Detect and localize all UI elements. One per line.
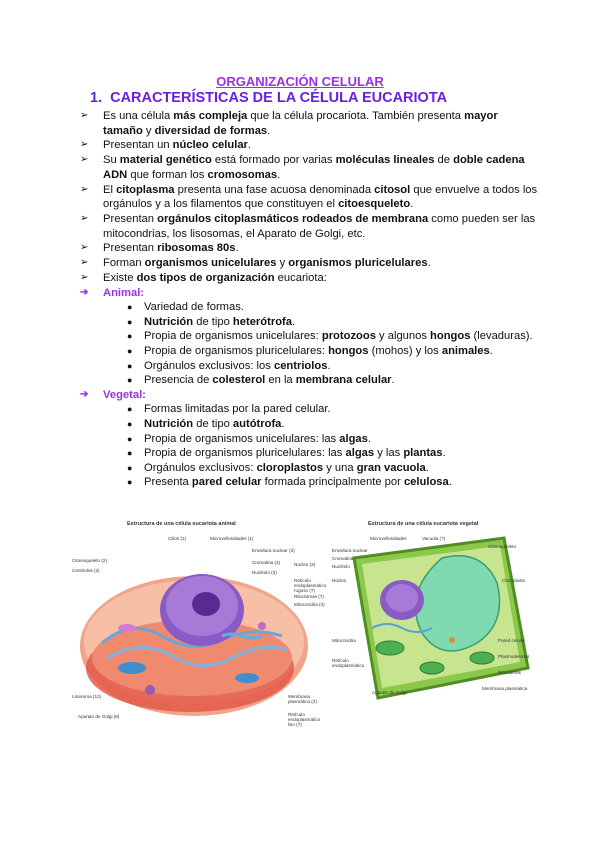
emphasis-text: organismos pluricelulares — [288, 257, 428, 270]
figure-animal-label: Ribosomas (7) — [294, 594, 324, 599]
emphasis-text: citoplasma — [116, 183, 175, 196]
vegetal-item — [127, 417, 540, 432]
body-text: en la — [265, 374, 296, 387]
body-text: Su — [103, 154, 120, 167]
body-text: Propia de organismos pluricelulares: — [144, 345, 329, 357]
figure-plant-label: Membrana plasmática — [482, 686, 528, 691]
emphasis-text: más compleja — [173, 110, 248, 122]
arrow-icon: ➔ — [80, 388, 89, 400]
vegetal-item — [127, 446, 540, 461]
emphasis-text: algas — [345, 447, 375, 460]
vegetal-item-text — [144, 417, 540, 432]
body-text: . — [427, 257, 431, 270]
body-text: Presencia de — [144, 374, 213, 387]
body-text: y algunos — [375, 330, 431, 343]
bullet-dot-icon: ● — [127, 346, 133, 356]
bullet-text — [103, 241, 540, 256]
figure-animal-label: Nucléolo (3) — [252, 570, 277, 575]
body-text: Orgánulos exclusivos: — [144, 461, 257, 474]
figures — [0, 518, 600, 728]
vegetal-item — [127, 461, 540, 476]
figure-plant-label: Ribosomas — [498, 670, 521, 675]
body-text: Forman — [103, 257, 145, 270]
arrowhead-icon: ➢ — [80, 110, 89, 121]
body-text: Presenta — [144, 476, 192, 489]
figure-animal-label: Centriolos (2) — [72, 568, 100, 573]
emphasis-text: cloroplastos — [256, 461, 324, 474]
bullet-item — [80, 212, 540, 241]
body-text: Orgánulos exclusivos: los — [144, 359, 274, 372]
figure-animal-label: Núcleo (3) — [294, 562, 316, 567]
bullet-text — [103, 109, 540, 138]
bullet-text — [103, 212, 540, 241]
vegetal-item-text — [144, 475, 540, 490]
emphasis-text: diversidad de formas — [154, 124, 268, 137]
vegetal-item — [127, 475, 540, 490]
emphasis-text: gran vacuola — [356, 461, 426, 474]
emphasis-text: citoesqueleto — [338, 198, 411, 211]
emphasis-text: material genético — [119, 154, 212, 167]
bullet-item — [80, 183, 540, 212]
arrowhead-icon: ➢ — [80, 139, 89, 151]
body-text: que la célula procariota. También presenta — [247, 110, 465, 122]
emphasis-text: algas — [339, 432, 368, 445]
emphasis-text: protozoos — [321, 330, 376, 343]
body-text: y — [276, 257, 289, 270]
body-text: Presentan un — [103, 139, 173, 152]
animal-item — [127, 359, 540, 374]
bullet-dot-icon: ● — [127, 462, 133, 473]
document-title: ORGANIZACIÓN CELULAR — [216, 74, 384, 89]
body-text: Variedad de formas. — [144, 301, 244, 314]
body-text: de tipo — [193, 315, 233, 328]
section-title: CARACTERÍSTICAS DE LA CÉLULA EUCARIOTA — [110, 90, 448, 106]
arrowhead-icon: ➢ — [80, 271, 89, 283]
body-text: Es una célula — [103, 110, 174, 122]
emphasis-text: mayor tamaño — [103, 110, 498, 137]
body-text: . — [425, 461, 429, 474]
bullet-dot-icon: ● — [127, 331, 133, 342]
bullet-item — [80, 256, 540, 271]
figure-animal-label: Microvellosidades (1) — [210, 536, 254, 541]
figure-animal-label: Cromatina (3) — [252, 560, 281, 565]
bullet-dot-icon: ● — [127, 404, 133, 415]
bullet-list — [80, 109, 540, 285]
bullet-text — [103, 256, 540, 271]
figure-plant-label: Plasmodesmos — [498, 654, 530, 659]
category-animal — [80, 286, 540, 301]
vegetal-list — [80, 402, 540, 490]
section-heading — [90, 90, 447, 106]
figure-plant-label: Pared celular — [498, 638, 526, 643]
vegetal-item-text — [144, 432, 540, 447]
body-text: (levaduras). — [470, 330, 533, 343]
figure-plant-label: Aparato de Golgi — [372, 690, 407, 695]
body-text: . — [267, 124, 271, 137]
arrowhead-icon: ➢ — [80, 212, 89, 224]
arrowhead-icon: ➢ — [80, 257, 89, 269]
figure-animal-label: Membrana plasmática (2) — [288, 694, 317, 704]
body-text: y las — [374, 447, 404, 460]
figure-plant-label: Vacuola (?) — [422, 536, 446, 541]
bullet-text — [103, 183, 540, 212]
emphasis-text: celulosa — [403, 476, 449, 489]
body-text: y — [142, 124, 155, 137]
body-text: formada principalmente por — [261, 476, 404, 489]
emphasis-text: hongos — [328, 345, 369, 357]
body-text: como pueden ser las mitocondrias, los lisosomas, el Aparato de Golgi, etc. — [103, 212, 536, 240]
figure-plant-label: Nucléolo — [332, 564, 350, 569]
emphasis-text: dos tipos de organización — [136, 271, 275, 284]
body-text: Presentan — [103, 242, 158, 255]
emphasis-text: ribosomas 80s — [157, 242, 236, 255]
figure-animal-label: Mitocondria (3) — [294, 602, 325, 607]
figure-animal-label: Lisosoma (10) — [72, 694, 102, 699]
body-text: . — [327, 359, 331, 372]
figure-animal-label: Retículo endoplasmático rugoso (7) — [294, 578, 327, 593]
animal-item — [127, 315, 540, 330]
figure-animal-cell — [72, 518, 328, 727]
arrow-icon: ➔ — [80, 286, 89, 298]
emphasis-text: hongos — [430, 330, 471, 343]
category-animal-label: Animal: — [103, 286, 145, 299]
body-text: presenta una fase acuosa denominada — [174, 183, 375, 196]
figure-animal-label: Envoltura nuclear (3) — [252, 548, 295, 553]
bullet-dot-icon: ● — [127, 448, 133, 459]
body-text: Propia de organismos unicelulares: — [144, 330, 322, 343]
body-text: que envuelve a todos los orgánulos y a los filamentos que constituyen el — [103, 183, 538, 211]
vegetal-item — [127, 402, 540, 417]
animal-item-text — [144, 373, 540, 388]
emphasis-text: plantas — [403, 447, 443, 460]
figure-plant-title: Estructura de una célula eucariota vegetal — [368, 521, 479, 527]
body-text: (mohos) y los — [368, 345, 442, 357]
bullet-text — [103, 271, 540, 286]
body-text: Formas limitadas por la pared celular. — [144, 403, 331, 416]
body-text: . — [235, 242, 239, 255]
category-vegetal-label: Vegetal: — [103, 388, 146, 401]
body-text: de tipo — [193, 417, 233, 430]
emphasis-text: Nutrición — [144, 315, 194, 328]
emphasis-text: colesterol — [212, 374, 266, 387]
animal-item-text — [144, 315, 540, 330]
emphasis-text: moléculas lineales — [335, 154, 435, 167]
body-text: está formado por varias — [211, 154, 336, 167]
body-text: . — [410, 198, 414, 211]
emphasis-text: heterótrofa — [232, 315, 292, 328]
body-text: de — [434, 154, 454, 167]
figure-animal-label: Aparato de Golgi (8) — [78, 714, 120, 719]
body-text: Presentan — [103, 212, 158, 225]
body-text: . — [281, 417, 285, 430]
figure-plant-label: Retículo endoplasmático — [332, 658, 365, 668]
vegetal-item-text — [144, 446, 540, 461]
bullet-dot-icon: ● — [127, 477, 133, 488]
figure-plant-label: Envoltura nuclear — [332, 548, 368, 553]
emphasis-text: pared celular — [191, 476, 262, 489]
body-text: . — [448, 476, 452, 489]
figure-plant-label: Mitocondria — [332, 638, 356, 643]
body-text: . — [277, 168, 281, 181]
figure-plant-label: Citoesqueleto — [488, 544, 517, 549]
bullet-item — [80, 138, 540, 153]
body-text: . — [391, 374, 395, 387]
emphasis-text: Nutrición — [144, 417, 194, 430]
bullet-item — [80, 109, 540, 138]
figure-animal-label: Cilios (1) — [168, 536, 187, 541]
vegetal-item-text — [144, 461, 540, 476]
figure-plant-label: Núcleo — [332, 578, 347, 583]
emphasis-text: autótrofa — [232, 417, 282, 430]
content-body — [80, 109, 540, 490]
figure-animal-label: Citoesqueleto (2) — [72, 558, 107, 563]
animal-item-text — [144, 329, 540, 344]
animal-item-text — [144, 359, 540, 374]
body-text: . — [489, 345, 493, 357]
figure-animal-title: Estructura de una célula eucariota animal — [127, 521, 236, 527]
emphasis-text: núcleo celular — [172, 139, 248, 152]
animal-item — [127, 329, 540, 344]
bullet-item — [80, 153, 540, 182]
arrowhead-icon: ➢ — [80, 154, 89, 166]
animal-item — [127, 344, 540, 359]
bullet-dot-icon: ● — [127, 360, 133, 371]
figure-plant-label: Microvellosidades — [370, 536, 407, 541]
section-number: 1. — [90, 90, 103, 106]
body-text: y una — [323, 461, 357, 474]
figure-animal-label: Retículo endoplasmático liso (7) — [288, 712, 321, 727]
vegetal-item-text — [144, 402, 540, 417]
emphasis-text: centriolos — [273, 359, 328, 372]
vegetal-item — [127, 432, 540, 447]
body-text: Existe — [103, 271, 137, 284]
bullet-item — [80, 241, 540, 256]
animal-item-text — [144, 300, 540, 315]
bullet-dot-icon: ● — [127, 433, 133, 444]
emphasis-text: citosol — [374, 183, 411, 196]
body-text: . — [247, 139, 252, 152]
arrowhead-icon: ➢ — [80, 242, 89, 254]
bullet-dot-icon: ● — [127, 302, 133, 313]
body-text: . — [442, 447, 446, 460]
animal-item-text — [144, 344, 540, 359]
body-text: eucariota: — [274, 271, 327, 284]
animal-item — [127, 300, 540, 315]
bullet-dot-icon: ● — [127, 375, 133, 386]
category-vegetal — [80, 388, 540, 403]
animal-list — [80, 300, 540, 388]
emphasis-text: animales — [441, 345, 490, 357]
bullet-dot-icon: ● — [127, 316, 133, 327]
emphasis-text: cromosomas — [207, 168, 278, 181]
bullet-text — [103, 138, 540, 153]
emphasis-text: orgánulos citoplasmáticos rodeados de membrana — [157, 212, 429, 225]
emphasis-text: doble cadena ADN — [103, 154, 525, 181]
bullet-item — [80, 271, 540, 286]
bullet-dot-icon: ● — [127, 418, 133, 429]
bullet-text — [103, 153, 540, 182]
body-text: . — [367, 432, 371, 445]
figure-plant-label: Cromatina — [332, 556, 354, 561]
emphasis-text: membrana celular — [295, 374, 392, 387]
body-text: Propia de organismos pluricelulares: las — [144, 447, 346, 460]
body-text: El — [103, 183, 117, 196]
figure-plant-label: Cloroplasto — [502, 578, 526, 583]
body-text: Propia de organismos unicelulares: las — [144, 432, 340, 445]
animal-item — [127, 373, 540, 388]
body-text: . — [291, 315, 296, 328]
figure-plant-cell — [332, 518, 532, 700]
arrowhead-icon: ➢ — [80, 183, 89, 195]
emphasis-text: organismos unicelulares — [144, 257, 277, 270]
body-text: que forman los — [127, 168, 208, 181]
